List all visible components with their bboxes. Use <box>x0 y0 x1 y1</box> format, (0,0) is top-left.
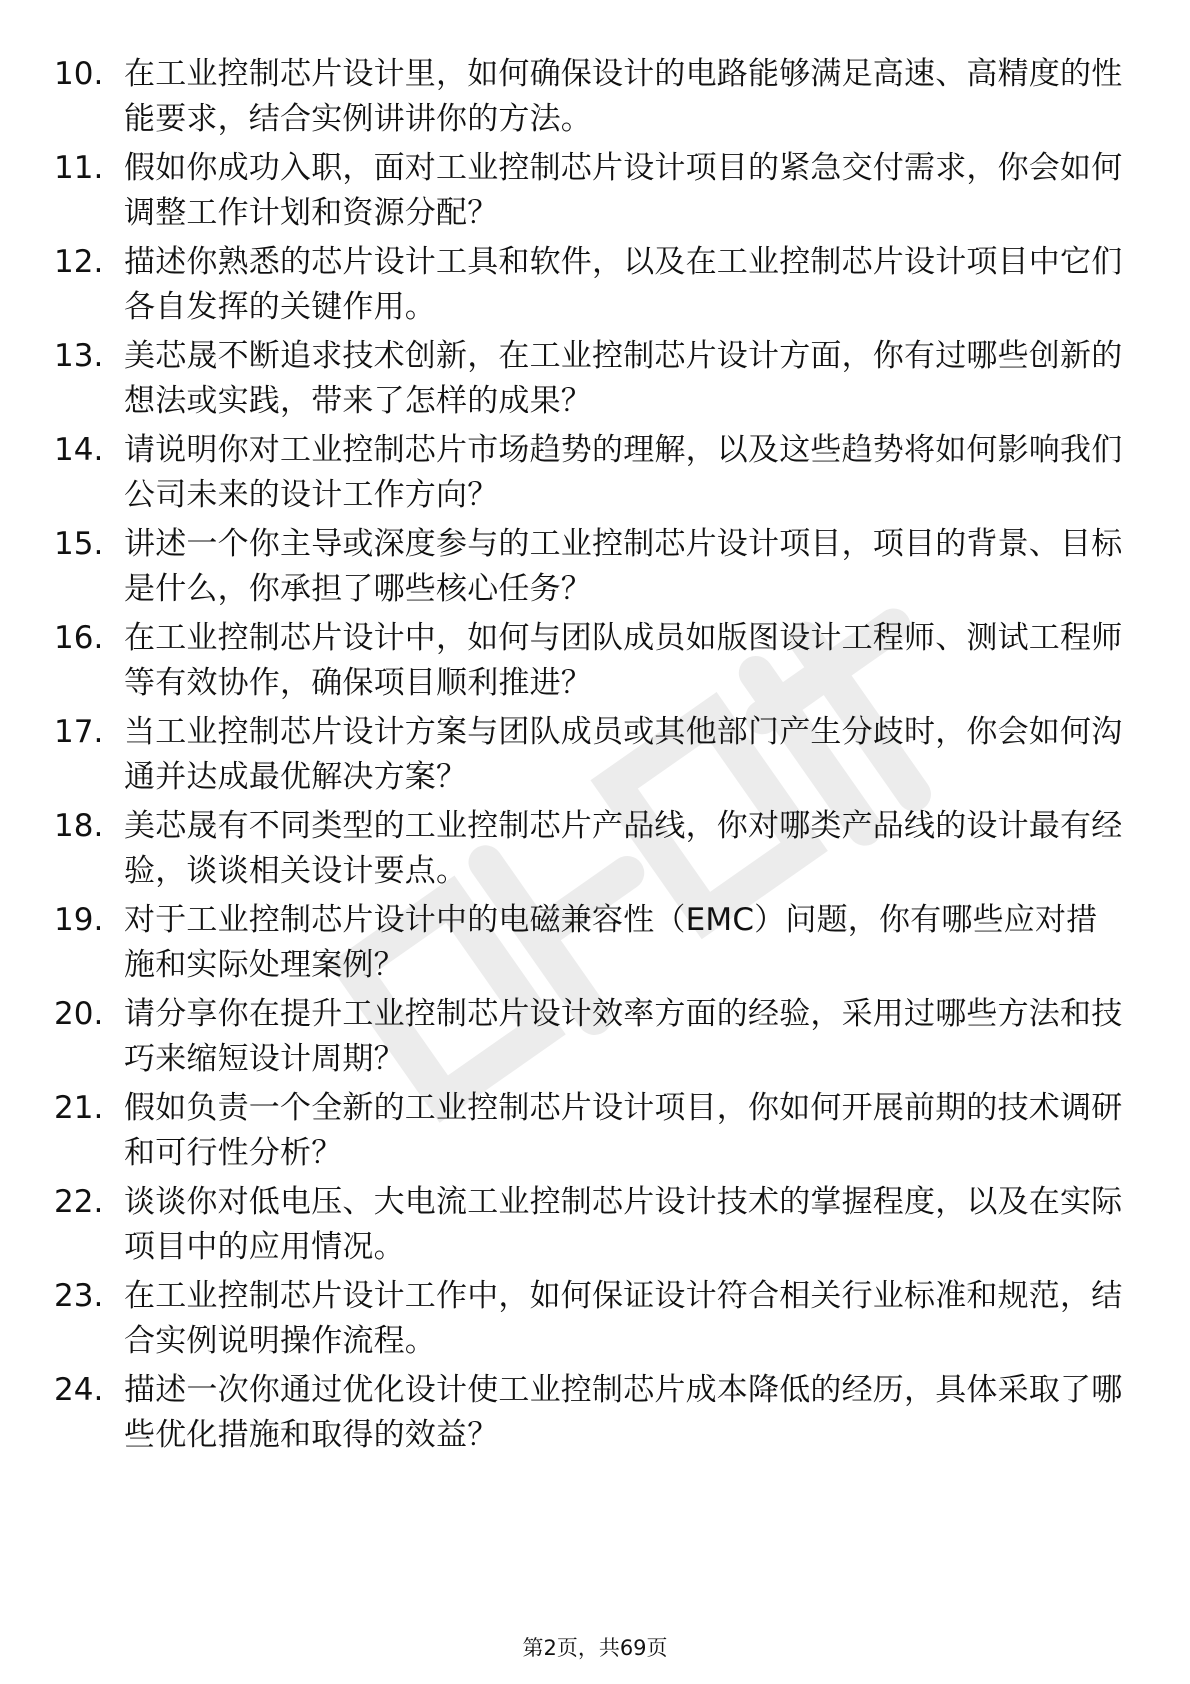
question-item <box>0 522 1190 616</box>
question-text: 当工业控制芯片设计方案与团队成员或其他部门产生分歧时，你会如何沟通并达成最优解决方案？ <box>124 714 1123 795</box>
question-number: 18. <box>54 808 104 844</box>
question-text: 对于工业控制芯片设计中的电磁兼容性（EMC）问题，你有哪些应对措施和实际处理案例？ <box>124 902 1098 983</box>
question-number: 17. <box>54 714 104 750</box>
question-number: 24. <box>54 1372 104 1408</box>
question-text: 在工业控制芯片设计中，如何与团队成员如版图设计工程师、测试工程师等有效协作，确保项目顺利推进？ <box>124 620 1123 701</box>
question-item <box>0 428 1190 522</box>
question-number: 15. <box>54 526 104 562</box>
question-text: 美芯晟有不同类型的工业控制芯片产品线，你对哪类产品线的设计最有经验，谈谈相关设计要点。 <box>124 808 1123 889</box>
question-number: 13. <box>54 338 104 374</box>
question-text: 请分享你在提升工业控制芯片设计效率方面的经验，采用过哪些方法和技巧来缩短设计周期？ <box>124 996 1123 1077</box>
question-number: 22. <box>54 1184 104 1220</box>
question-item <box>0 710 1190 804</box>
question-item <box>0 616 1190 710</box>
question-text: 美芯晟不断追求技术创新，在工业控制芯片设计方面，你有过哪些创新的想法或实践，带来了怎样的成果？ <box>124 338 1123 419</box>
question-text: 假如你成功入职，面对工业控制芯片设计项目的紧急交付需求，你会如何调整工作计划和资源分配？ <box>124 150 1123 231</box>
question-text: 请说明你对工业控制芯片市场趋势的理解，以及这些趋势将如何影响我们公司未来的设计工作方向？ <box>124 432 1123 513</box>
question-text: 描述一次你通过优化设计使工业控制芯片成本降低的经历，具体采取了哪些优化措施和取得的效益？ <box>124 1372 1123 1453</box>
question-item <box>0 1274 1190 1368</box>
question-item <box>0 898 1190 992</box>
question-number: 16. <box>54 620 104 656</box>
question-item <box>0 240 1190 334</box>
question-text: 讲述一个你主导或深度参与的工业控制芯片设计项目，项目的背景、目标是什么，你承担了哪些核心任务？ <box>124 526 1123 607</box>
question-text: 谈谈你对低电压、大电流工业控制芯片设计技术的掌握程度，以及在实际项目中的应用情况。 <box>124 1184 1123 1265</box>
question-number: 11. <box>54 150 104 186</box>
question-number: 14. <box>54 432 104 468</box>
question-text: 假如负责一个全新的工业控制芯片设计项目，你如何开展前期的技术调研和可行性分析？ <box>124 1090 1123 1171</box>
question-number: 19. <box>54 902 104 938</box>
question-text: 描述你熟悉的芯片设计工具和软件，以及在工业控制芯片设计项目中它们各自发挥的关键作用。 <box>124 244 1123 325</box>
question-number: 12. <box>54 244 104 280</box>
question-number: 23. <box>54 1278 104 1314</box>
question-item <box>0 1086 1190 1180</box>
question-text: 在工业控制芯片设计里，如何确保设计的电路能够满足高速、高精度的性能要求，结合实例讲讲你的方法。 <box>124 56 1123 137</box>
question-item <box>0 334 1190 428</box>
question-list <box>0 52 1190 1462</box>
question-number: 20. <box>54 996 104 1032</box>
question-item <box>0 804 1190 898</box>
page-footer: 第2页，共69页 <box>522 1636 668 1660</box>
question-item <box>0 992 1190 1086</box>
question-item <box>0 1180 1190 1274</box>
question-item <box>0 52 1190 146</box>
question-item <box>0 1368 1190 1462</box>
question-item <box>0 146 1190 240</box>
question-number: 10. <box>54 56 104 92</box>
question-text: 在工业控制芯片设计工作中，如何保证设计符合相关行业标准和规范，结合实例说明操作流程。 <box>124 1278 1123 1359</box>
question-number: 21. <box>54 1090 104 1126</box>
